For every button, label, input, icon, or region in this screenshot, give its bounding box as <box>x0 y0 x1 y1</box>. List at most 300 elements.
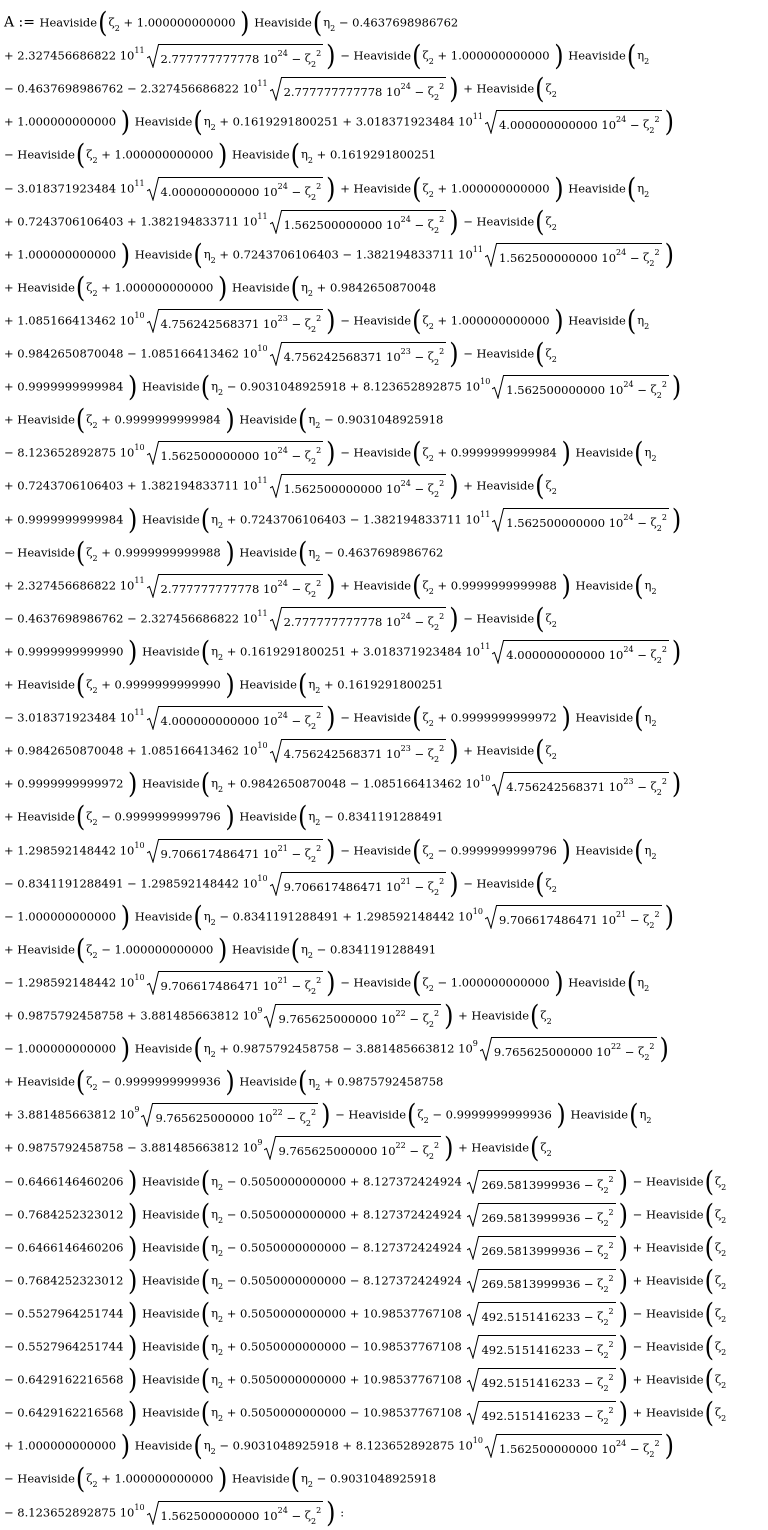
exponent: 11 <box>257 476 268 486</box>
math-text: 269.5813999936 − <box>481 1210 598 1225</box>
subscript: 2 <box>649 920 655 930</box>
zeta-symbol: $\zeta_2$ <box>86 1074 98 1093</box>
zeta-squared: $\zeta_2^2$ <box>427 214 445 235</box>
math-text: − <box>410 747 428 762</box>
math-text: + 2.327456686822 10 <box>4 578 135 593</box>
eta-symbol: $\eta_2$ <box>637 180 650 199</box>
exponent: 10 <box>134 310 145 320</box>
left-paren: ( <box>412 701 422 735</box>
right-paren: ) <box>671 768 682 801</box>
left-paren: ( <box>535 205 545 238</box>
subscript: 2 <box>644 1053 650 1063</box>
right-paren: ) <box>326 966 336 999</box>
zeta-symbol: $\zeta_2$ <box>422 48 434 67</box>
square-root <box>270 474 447 498</box>
eta-symbol: $\eta_2$ <box>211 379 224 398</box>
square-root <box>270 607 447 631</box>
radicand <box>479 1269 615 1294</box>
subscript: 2 <box>656 523 662 533</box>
math-text: Heaviside <box>39 15 98 30</box>
equation-line <box>4 436 657 469</box>
zeta-symbol: $\zeta_2$ <box>422 842 434 861</box>
exponent: 2 <box>661 777 667 787</box>
zeta-squared: $\zeta_2^2$ <box>304 843 322 864</box>
right-paren: ) <box>664 106 674 139</box>
exponent: 2 <box>439 82 445 92</box>
square-root <box>270 210 447 234</box>
zeta-symbol: $\zeta_2$ <box>422 974 434 993</box>
math-text: 9.765625000000 10 <box>155 1111 273 1126</box>
math-text: + Heaviside <box>454 1008 530 1023</box>
exponent: 2 <box>316 578 322 588</box>
subscript: 2 <box>651 851 657 861</box>
radical-sign <box>485 110 497 134</box>
math-text: − <box>410 614 428 629</box>
subscript: 2 <box>307 156 313 166</box>
math-text: − 1.000000000000 <box>433 975 554 990</box>
left-paren: ( <box>200 1198 211 1231</box>
math-text: + 0.5050000000000 + 10.98537767108 <box>223 1306 466 1321</box>
right-paren: ) <box>618 1231 628 1264</box>
subscript: 2 <box>92 1083 98 1093</box>
right-paren: ) <box>120 1032 131 1066</box>
exponent: 2 <box>608 1306 614 1316</box>
left-paren: ( <box>626 39 637 73</box>
left-paren: ( <box>75 404 86 437</box>
equation-line <box>4 370 682 403</box>
subscript: 2 <box>92 818 98 828</box>
subscript: 2 <box>310 854 317 864</box>
zeta-squared: $\zeta_2^2$ <box>427 82 445 103</box>
math-text: − 0.4637698986762 − 2.327456686822 10 <box>4 81 258 96</box>
math-text: Heaviside <box>138 1372 200 1387</box>
equation-line <box>4 900 675 933</box>
radicand <box>159 1501 324 1526</box>
math-text: + 0.9999999999972 <box>433 710 561 725</box>
left-paren: ( <box>535 73 545 106</box>
subscript: 2 <box>603 1351 609 1360</box>
math-text: 9.706617486471 10 <box>160 978 278 993</box>
left-paren: ( <box>200 1397 211 1430</box>
zeta-symbol: $\zeta_2$ <box>86 147 98 166</box>
zeta-squared: $\zeta_2^2$ <box>650 512 667 533</box>
eta-symbol: $\eta_2$ <box>323 15 336 33</box>
subscript: 2 <box>646 1116 652 1126</box>
math-text: − 0.4637698986762 <box>335 15 459 30</box>
left-paren: ( <box>75 933 86 966</box>
zeta-symbol: $\zeta_2$ <box>86 809 98 828</box>
math-text: + Heaviside <box>4 677 75 692</box>
math-text: Heaviside <box>138 1306 200 1321</box>
zeta-squared: $\zeta_2^2$ <box>597 1273 614 1294</box>
left-paren: ( <box>535 867 545 900</box>
eta-symbol: $\eta_2$ <box>639 1107 652 1126</box>
zeta-squared: $\zeta_2^2$ <box>422 1009 440 1029</box>
subscript: 2 <box>217 1381 224 1391</box>
math-text: + Heaviside <box>4 942 75 957</box>
math-text: 9.765625000000 10 <box>278 1012 396 1026</box>
right-paren: ) <box>449 337 459 371</box>
right-paren: ) <box>128 1165 138 1198</box>
radicand <box>282 342 447 367</box>
math-text: − Heaviside <box>331 1107 407 1122</box>
zeta-squared: $\zeta_2^2$ <box>304 578 322 599</box>
zeta-squared: $\zeta_2^2$ <box>597 1406 614 1427</box>
subscript: 2 <box>551 884 557 894</box>
radicand <box>159 706 324 731</box>
zeta-squared: $\zeta_2^2$ <box>643 115 660 136</box>
equation-line <box>4 834 657 867</box>
subscript: 2 <box>92 421 98 431</box>
zeta-squared: $\zeta_2^2$ <box>597 1373 614 1394</box>
math-text: − <box>626 118 644 133</box>
math-text: − <box>287 316 305 331</box>
subscript: 2 <box>434 225 440 235</box>
subscript: 2 <box>217 1248 224 1258</box>
right-paren: ) <box>128 1397 138 1430</box>
math-text: + Heaviside <box>629 1405 704 1420</box>
exponent: 24 <box>277 181 288 191</box>
square-root <box>467 1269 615 1293</box>
right-paren: ) <box>326 437 336 470</box>
exponent: 24 <box>277 49 288 59</box>
math-text: 1.562500000000 10 <box>160 1508 278 1523</box>
left-paren: ( <box>200 503 211 536</box>
equation-line <box>4 238 675 271</box>
zeta-symbol: $\zeta_2$ <box>714 1239 727 1258</box>
subscript: 2 <box>428 57 434 67</box>
equation-line <box>4 635 682 668</box>
radical-sign <box>264 1136 276 1160</box>
eta-symbol: $\eta_2$ <box>308 544 321 563</box>
math-text: + 0.5050000000000 − 10.98537767108 <box>223 1405 466 1420</box>
math-text: 269.5813999936 − <box>481 1177 598 1192</box>
exponent: 10 <box>134 840 145 850</box>
square-root <box>147 309 324 333</box>
equation-line <box>4 1098 651 1131</box>
left-paren: ( <box>200 370 211 404</box>
eta-symbol: $\eta_2$ <box>211 776 224 795</box>
eta-symbol: $\eta_2$ <box>203 908 216 927</box>
equation-line <box>4 72 557 105</box>
math-text: Heaviside <box>138 1405 200 1420</box>
radical-sign <box>467 1302 479 1326</box>
math-text: + Heaviside <box>629 1240 704 1255</box>
square-root <box>147 971 324 995</box>
square-root <box>467 1170 615 1194</box>
right-paren: ) <box>561 701 571 735</box>
subscript: 2 <box>307 1480 313 1490</box>
eta-symbol: $\eta_2$ <box>203 1438 216 1457</box>
math-text: 269.5813999936 − <box>481 1276 598 1291</box>
left-paren: ( <box>704 1363 714 1397</box>
equation-line <box>4 105 675 138</box>
radical-sign <box>492 375 504 399</box>
exponent: 24 <box>400 611 411 621</box>
radical-sign <box>147 177 159 201</box>
radicand <box>497 243 662 268</box>
left-paren: ( <box>200 1231 211 1264</box>
exponent: 10 <box>134 1502 145 1512</box>
math-text: Heaviside <box>138 1273 200 1288</box>
subscript: 2 <box>603 1251 609 1261</box>
math-text: − 0.9999999999796 <box>433 843 561 857</box>
left-paren: ( <box>412 172 422 205</box>
math-text: − 8.123652892875 10 <box>4 445 135 460</box>
math-text: 492.5151416233 − <box>481 1309 598 1324</box>
math-text: Heaviside <box>564 48 626 63</box>
zeta-symbol: $\zeta_2$ <box>714 1173 727 1192</box>
math-text: − 0.9999999999796 <box>97 809 225 824</box>
eta-symbol: $\eta_2$ <box>211 1206 224 1225</box>
exponent: 2 <box>654 909 660 919</box>
math-text: + 0.9875792458758 <box>320 1074 444 1089</box>
eta-symbol: $\eta_2$ <box>211 1305 224 1324</box>
right-paren: ) <box>321 1099 331 1132</box>
radical-sign <box>270 77 282 101</box>
right-paren: ) <box>128 503 138 536</box>
subscript: 2 <box>217 1281 224 1291</box>
right-paren: ) <box>561 437 571 470</box>
subscript: 2 <box>305 1119 311 1129</box>
equation-line <box>4 503 682 536</box>
subscript: 2 <box>434 93 440 103</box>
right-paren: ) <box>128 768 138 801</box>
math-text: − 0.9999999999936 <box>97 1074 225 1089</box>
left-paren: ( <box>297 404 308 437</box>
eta-symbol: $\eta_2$ <box>308 677 321 695</box>
eta-symbol: $\eta_2$ <box>203 1041 216 1060</box>
radicand <box>159 177 324 202</box>
zeta-squared: $\zeta_2^2$ <box>650 644 667 665</box>
right-paren: ) <box>671 635 682 668</box>
radicand <box>159 971 324 996</box>
math-text: Heaviside <box>228 280 290 295</box>
radical-sign <box>492 772 504 796</box>
eta-symbol: $\eta_2$ <box>301 1471 313 1490</box>
radical-sign <box>270 607 282 631</box>
radical-sign <box>467 1170 479 1194</box>
subscript: 2 <box>644 189 650 199</box>
subscript: 2 <box>603 1384 609 1394</box>
right-paren: ) <box>128 370 138 404</box>
math-text: − 1.000000000000 <box>4 1041 120 1056</box>
math-text: − <box>626 250 644 265</box>
math-text: 1.562500000000 10 <box>283 482 401 497</box>
math-text: − 0.5050000000000 + 8.127372424924 <box>223 1174 466 1188</box>
subscript: 2 <box>721 1248 727 1258</box>
math-text: Heaviside <box>138 1339 200 1354</box>
math-text: − 0.8341191288491 + 1.298592148442 10 <box>215 909 473 924</box>
subscript: 2 <box>721 1348 727 1357</box>
math-text: Heaviside <box>571 710 634 725</box>
subscript: 2 <box>551 355 557 364</box>
math-text: Heaviside <box>228 1471 290 1486</box>
math-text: − <box>410 482 428 497</box>
equation-line <box>4 469 557 502</box>
math-text: + 0.9875792458758 + 3.881485663812 10 <box>4 1008 258 1023</box>
left-paren: ( <box>290 139 301 172</box>
left-paren: ( <box>412 966 422 999</box>
math-text: − <box>626 1442 644 1457</box>
exponent: 24 <box>400 214 411 224</box>
math-text: + 1.000000000000 <box>433 48 554 63</box>
subscript: 2 <box>644 983 650 993</box>
math-text: 492.5151416233 − <box>481 1409 598 1424</box>
radicand <box>282 77 447 102</box>
math-text: − 0.8341191288491 − 1.298592148442 10 <box>4 876 258 891</box>
math-text: − 0.7684252323012 <box>4 1207 128 1222</box>
right-paren: ) <box>225 536 235 569</box>
radicand <box>504 375 669 400</box>
right-paren: ) <box>217 933 228 966</box>
radicand <box>159 574 324 599</box>
math-text: + 0.5050000000000 + 10.98537767108 <box>223 1372 466 1387</box>
exponent: 10 <box>257 344 268 353</box>
zeta-squared: $\zeta_2^2$ <box>304 181 322 202</box>
math-text: 2.777777777778 10 <box>160 581 278 596</box>
math-text: − 0.9031048925918 + 8.123652892875 10 <box>223 379 481 394</box>
subscript: 2 <box>434 887 440 897</box>
math-text: Heaviside <box>235 1074 297 1089</box>
radical-sign <box>147 44 159 68</box>
math-text: Heaviside <box>235 545 297 560</box>
math-text: + 0.9999999999984 <box>97 412 225 427</box>
exponent: 2 <box>661 380 667 390</box>
math-text: Heaviside <box>138 1174 200 1188</box>
equation-line <box>4 1363 726 1396</box>
right-paren: ) <box>326 569 336 602</box>
math-text: Heaviside <box>131 247 193 262</box>
subscript: 2 <box>434 490 440 500</box>
right-paren: ) <box>554 39 564 73</box>
square-root <box>485 1434 662 1458</box>
math-text: + 0.5050000000000 − 10.98537767108 <box>223 1339 466 1354</box>
math-text: − <box>633 515 651 530</box>
square-root <box>147 839 324 863</box>
math-text: − Heaviside <box>336 48 412 63</box>
math-text: + Heaviside <box>459 81 535 96</box>
exponent: 10 <box>257 873 268 883</box>
subscript: 2 <box>428 454 434 464</box>
subscript: 2 <box>315 686 321 695</box>
subscript: 2 <box>656 655 662 665</box>
math-text: + 1.000000000000 <box>4 247 120 262</box>
math-text: − Heaviside <box>459 611 535 626</box>
eta-symbol: $\eta_2$ <box>211 1339 224 1357</box>
math-text: Heaviside <box>235 809 297 824</box>
radical-sign <box>480 1037 492 1061</box>
subscript: 2 <box>310 324 317 334</box>
math-text: Heaviside <box>235 677 297 692</box>
zeta-symbol: $\zeta_2$ <box>714 1372 727 1391</box>
right-paren: ) <box>128 1330 138 1364</box>
equation-line <box>4 337 557 370</box>
eta-symbol: $\eta_2$ <box>301 941 313 960</box>
subscript: 2 <box>92 553 98 563</box>
subscript: 2 <box>423 1116 429 1126</box>
exponent: 2 <box>439 347 445 356</box>
zeta-squared: $\zeta_2^2$ <box>597 1340 614 1360</box>
square-root <box>492 508 669 532</box>
math-text: − <box>633 780 651 795</box>
equation-line <box>4 304 649 337</box>
radicand <box>479 1302 615 1327</box>
math-text: Heaviside <box>564 181 626 195</box>
square-root <box>147 706 324 730</box>
eta-symbol: $\eta_2$ <box>203 246 216 265</box>
subscript: 2 <box>551 222 557 232</box>
right-paren: ) <box>225 801 235 834</box>
exponent: 11 <box>480 509 491 519</box>
math-text: + 0.9999999999988 <box>433 578 561 593</box>
right-paren: ) <box>671 370 682 404</box>
zeta-squared: $\zeta_2^2$ <box>650 380 667 401</box>
math-text: + 0.1619291800251 + 3.018371923484 10 <box>223 644 481 659</box>
exponent: 2 <box>608 1373 614 1383</box>
left-paren: ( <box>634 701 644 735</box>
equation-line <box>4 536 443 569</box>
exponent: 10 <box>480 377 491 387</box>
math-text: − <box>405 1012 423 1026</box>
radical-sign <box>147 441 159 465</box>
subscript: 2 <box>310 986 317 996</box>
math-text: − 1.000000000000 <box>97 942 217 957</box>
math-text: − <box>287 846 305 861</box>
math-text: − <box>282 1111 300 1126</box>
eta-symbol: $\eta_2$ <box>644 445 657 464</box>
right-paren: ) <box>225 404 235 437</box>
subscript: 2 <box>315 553 321 563</box>
eta-symbol: $\eta_2$ <box>644 577 657 596</box>
radicand <box>479 1236 615 1261</box>
math-text: + 1.000000000000 <box>4 1438 120 1453</box>
radical-sign <box>270 210 282 234</box>
subscript: 2 <box>603 1185 609 1195</box>
math-text: − Heaviside <box>336 445 412 460</box>
math-text: − Heaviside <box>336 710 412 725</box>
math-text: + Heaviside <box>629 1372 704 1387</box>
subscript: 2 <box>92 686 98 695</box>
math-text: + 1.000000000000 <box>119 15 240 30</box>
right-paren: ) <box>217 139 228 172</box>
math-text: − 0.6429162216568 <box>4 1405 128 1420</box>
math-text: − <box>287 449 305 464</box>
math-text: Heaviside <box>131 1041 193 1056</box>
subscript: 2 <box>217 1182 224 1192</box>
math-text: 9.765625000000 10 <box>493 1045 611 1060</box>
subscript: 2 <box>428 1152 435 1162</box>
math-text: + 0.9999999999990 <box>4 644 128 659</box>
exponent: 21 <box>277 975 288 985</box>
zeta-symbol: $\zeta_2$ <box>108 15 120 33</box>
math-text: + Heaviside <box>4 280 75 295</box>
radical-sign <box>147 309 159 333</box>
math-text: + 0.7243706106403 − 1.382194833711 10 <box>215 247 473 262</box>
math-text: Heaviside <box>138 776 200 791</box>
exponent: 9 <box>257 1006 263 1015</box>
math-text: Heaviside <box>228 147 290 162</box>
subscript: 2 <box>546 1149 552 1159</box>
eta-symbol: $\eta_2$ <box>211 511 224 530</box>
radicand <box>159 44 324 69</box>
square-root <box>467 1368 615 1392</box>
math-text: − Heaviside <box>336 843 412 857</box>
exponent: 10 <box>472 906 483 916</box>
radical-sign <box>485 1434 497 1458</box>
zeta-symbol: $\zeta_2$ <box>422 445 434 464</box>
math-text: − Heaviside <box>459 346 535 361</box>
